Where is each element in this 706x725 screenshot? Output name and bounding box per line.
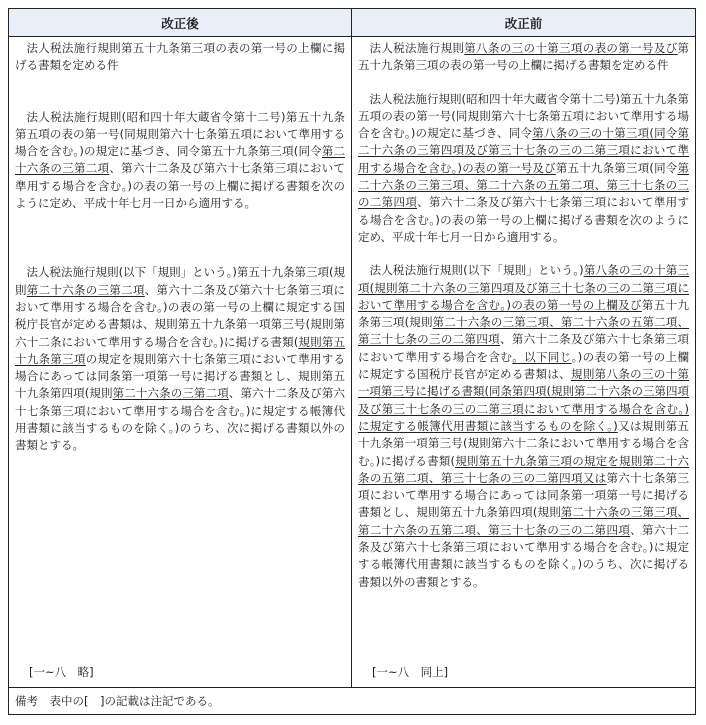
underlined-amendment: 第八条の三の十第三項(規則第二十六条の三第四項及び第三十七条の三の二第三項において準用する場合を含む。)の表の第一号の上欄及び xyxy=(358,263,689,312)
underlined-amendment: 第二十六条の三第三項、第二十六条の五第二項、第三十七条の三の二第四項 xyxy=(358,315,689,347)
text-segment: 、第六十二条及び第六十七条第三項において準用する場合を含む。)に規定する帳簿代用書類に該当するものを除く。)のうち、次に掲げる書類以外の書類とする。 xyxy=(15,386,345,453)
text-segment: 、第六十二条及び第六十七条第三項において準用する場合を含む。)の表の第一号の上欄に掲げる書類を次のように定め、平成十年七月一日から適用する。 xyxy=(15,161,346,211)
header-before-revision: 改正前 xyxy=(504,15,543,31)
underlined-amendment: 規則第五十九条第三項の規定を規則第二十六条の五第二項、第三十七条の三の二第四項又は xyxy=(358,453,689,485)
text-segment: 、第六十二条及び第六十七条第三項において準用する場合を含む xyxy=(358,332,689,364)
comparison-table xyxy=(8,8,696,715)
before-revision-column xyxy=(352,37,695,687)
left-omission-note: [一~八 略] xyxy=(29,665,94,679)
text-segment: 法人税法施行規則(以下「規則」という。)第五十九条第三項(規則 xyxy=(15,265,345,297)
underlined-amendment: 第二十六条の三第二項 xyxy=(112,386,229,401)
text-segment: 法人税法施行規則(以下「規則」という。) xyxy=(369,263,584,278)
underlined-amendment: 。以下同じ xyxy=(512,349,572,364)
underlined-amendment: 第二十六条の三第三項、第二十六条の五第二項、第三十七条の三の二第四項 xyxy=(358,160,689,210)
text-segment: 第五十九条第三項の表の第一号の上欄に掲げる書類を定める件 xyxy=(358,41,690,73)
right-paragraph-3 xyxy=(358,262,689,591)
remarks-note: 備考 表中の[ ]の記載は注記である。 xyxy=(15,694,220,708)
header-row xyxy=(9,9,695,37)
text-segment: 第六十七条第三項において準用する場合にあっては同条第一項第一号に掲げる書類とし、規則第五十九条第四項(規則 xyxy=(358,470,689,520)
right-title xyxy=(358,40,689,75)
left-paragraph-2 xyxy=(15,109,345,213)
after-revision-column xyxy=(9,37,352,687)
text-segment: 第五十九条第三項(規則 xyxy=(358,297,690,330)
text-segment: 法人税法施行規則(昭和四十年大蔵省令第十二号)第五十九条第五項の表の第一号(同規則第六十七条第五項において準用する場合を含む。)の規定に基づき、同令第五十九条第三項(同令 xyxy=(15,109,345,159)
text-segment: 法人税法施行規則 xyxy=(369,41,465,55)
underlined-amendment: 第八条の三の十第三項(同令第二十六条の三第四項及び第三十七条の三の二第三項において準用する場合を含む。)の表の第一号及び xyxy=(358,126,689,175)
underlined-amendment: 第二十六条の三第三項、第二十六条の五第二項、第三十七条の三の二第四項 xyxy=(358,505,689,537)
text-segment: 法人税法施行規則(昭和四十年大蔵省令第十二号)第五十九条第五項の表の第一号(同規則第六十七条第五項において準用する場合を含む。)の規定に基づき、同令 xyxy=(358,91,689,141)
left-title: 法人税法施行規則第五十九条第三項の表の第一号の上欄に掲げる書類を定める件 xyxy=(15,41,345,73)
text-segment: 。)の表の第一号の上欄に規定する国税庁長官が定める書類は、 xyxy=(358,349,690,382)
left-paragraph-3 xyxy=(15,264,345,454)
right-omission-note: [一~八 同上] xyxy=(372,665,449,679)
underlined-amendment: 規則第八条の三の十第一項第三号に掲げる書類(同条第四項(規則第二十六条の三第四項及び第三十七条の三の二第三項において準用する場合を含む。)に規定する帳簿代用書類に該当するものを除く。) xyxy=(358,367,689,433)
text-segment: 、第六十二条及び第六十七条第三項において準用する場合を含む。)に規定する帳簿代用書類に該当するものを除く。)のうち、次に掲げる書類以外の書類とする。 xyxy=(358,522,690,589)
header-after-revision: 改正後 xyxy=(9,9,352,36)
text-segment: 又は規則第五十九条第一項第三号(規則第六十二条において準用する場合を含む。)に掲げる書類( xyxy=(358,418,689,468)
text-segment: 第五十九条第三項(同令 xyxy=(555,160,678,175)
underlined-amendment: 第二十六条の三第二項 xyxy=(26,282,145,297)
body-row xyxy=(9,37,695,688)
right-paragraph-2 xyxy=(358,91,689,247)
underlined-amendment: 第八条の三の十第三項の表の第一号及び xyxy=(464,41,678,55)
text-segment: の規定を規則第六十七条第三項において準用する場合にあっては同条第一項第一号に掲げる書類とし、規則第五十九条第四項(規則 xyxy=(15,351,346,401)
text-segment: 、第六十二条及び第六十七条第三項において準用する場合を含む。)の表の第一号の上欄に掲げる書類を次のように定め、平成十年七月一日から適用する。 xyxy=(358,195,690,244)
underlined-amendment: 規則第五十九条第三項 xyxy=(15,334,346,366)
text-segment: 、第六十二条及び第六十七条第三項において準用する場合を含む。)の表の第一号の上欄に規定する国税庁長官が定める書類は、規則第五十九条第一項第三号(規則第六十二条において準用する場合を含む。)に掲げる書類( xyxy=(15,282,346,349)
underlined-amendment: 第二十六条の三第二項 xyxy=(15,144,346,176)
